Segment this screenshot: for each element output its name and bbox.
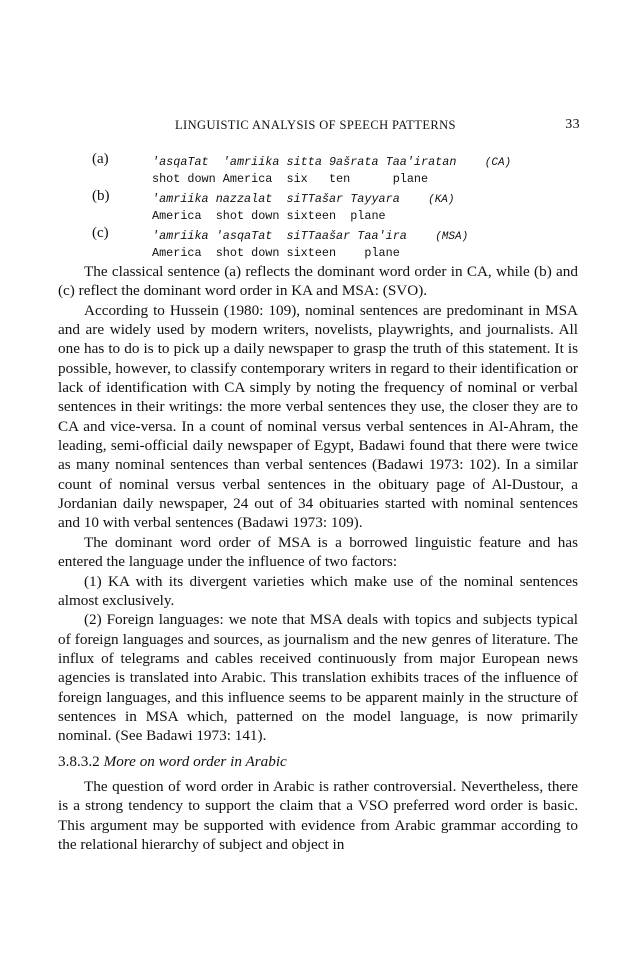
example-transliteration: 'amriika nazzalat siTTašar Tayyara (KA)	[152, 192, 455, 206]
page-number: 33	[565, 117, 580, 132]
example-label: (b)	[92, 188, 110, 204]
paragraph: (2) Foreign languages: we note that MSA deals with topics and subjects typical of foreign languages and sources, as journalism and the new genres of literature. The influx of telegrams and cables received continuously from major European news agencies is translated into Arabic. This translation exhibits traces of the influence of foreign languages, and this influence seems to be apparent mainly in the structure of sentences in MSA which, patterned on the model language, is now primarily nominal. (See Badawi 1973: 141).	[58, 611, 578, 745]
variety-tag: (MSA)	[435, 231, 469, 243]
paragraph: The classical sentence (a) reflects the dominant word order in CA, while (b) and (c) reflect the dominant word order in KA and MSA: (SVO).	[58, 263, 578, 300]
subsection-heading	[58, 752, 578, 771]
example-a	[92, 152, 592, 189]
example-gloss: shot down America six ten plane	[152, 172, 429, 186]
example-gloss: America shot down sixteen plane	[152, 246, 400, 260]
paragraph: The dominant word order of MSA is a borrowed linguistic feature and has entered the language under the influence of two factors:	[58, 533, 578, 571]
example-c	[92, 226, 592, 263]
running-title: LINGUISTIC ANALYSIS OF SPEECH PATTERNS	[175, 118, 456, 132]
example-list	[92, 152, 592, 263]
example-label: (c)	[92, 225, 109, 241]
subsection-number: 3.8.3.2	[58, 752, 100, 770]
variety-tag: (KA)	[428, 194, 455, 206]
subsection-title: More on word order in Arabic	[103, 752, 287, 770]
example-transliteration: 'amriika 'asqaTat siTTaašar Taa'ira (MSA)	[152, 229, 469, 243]
paragraph: The question of word order in Arabic is rather controversial. Nevertheless, there is a strong tendency to support the claim that a VSO preferred word order is basic. This argument may be supported with evidence from Arabic grammar according to the relational hierarchy of subject and object in	[58, 777, 578, 853]
example-gloss: America shot down sixteen plane	[152, 209, 386, 223]
example-b	[92, 189, 592, 226]
paragraph: According to Hussein (1980: 109), nominal sentences are predominant in MSA and are widely used by modern writers, novelists, playwrights, and journalists. All one has to do is to pick up a daily newspaper to grasp the truth of this statement. It is possible, however, to classify contemporary writers in regard to their identification or lack of identification with CA simply by noting the frequency of nominal or verbal sentences in their writings: the more verbal sentences they use, the closer they are to CA and vice-versa. In a count of nominal versus verbal sentences in Al-Ahram, the leading, semi-official daily newspaper of Egypt, Badawi found that there were twice as many nominal sentences than verbal sentences (Badawi 1973: 102). In a similar count of nominal versus verbal sentences in the obituary page of Al-Dustour, a Jordanian daily newspaper, 24 out of 34 obituaries started with nominal sentences and 10 with verbal sentences (Badawi 1973: 109).	[58, 301, 578, 532]
variety-tag: (CA)	[484, 157, 512, 169]
example-label: (a)	[92, 151, 109, 167]
paragraph: (1) KA with its divergent varieties which make use of the nominal sentences almost exclusively.	[58, 572, 578, 609]
body-text	[58, 262, 578, 854]
example-transliteration: 'asqaTat 'amriika sitta 9ašrata Taa'iratan (CA)	[152, 155, 512, 169]
